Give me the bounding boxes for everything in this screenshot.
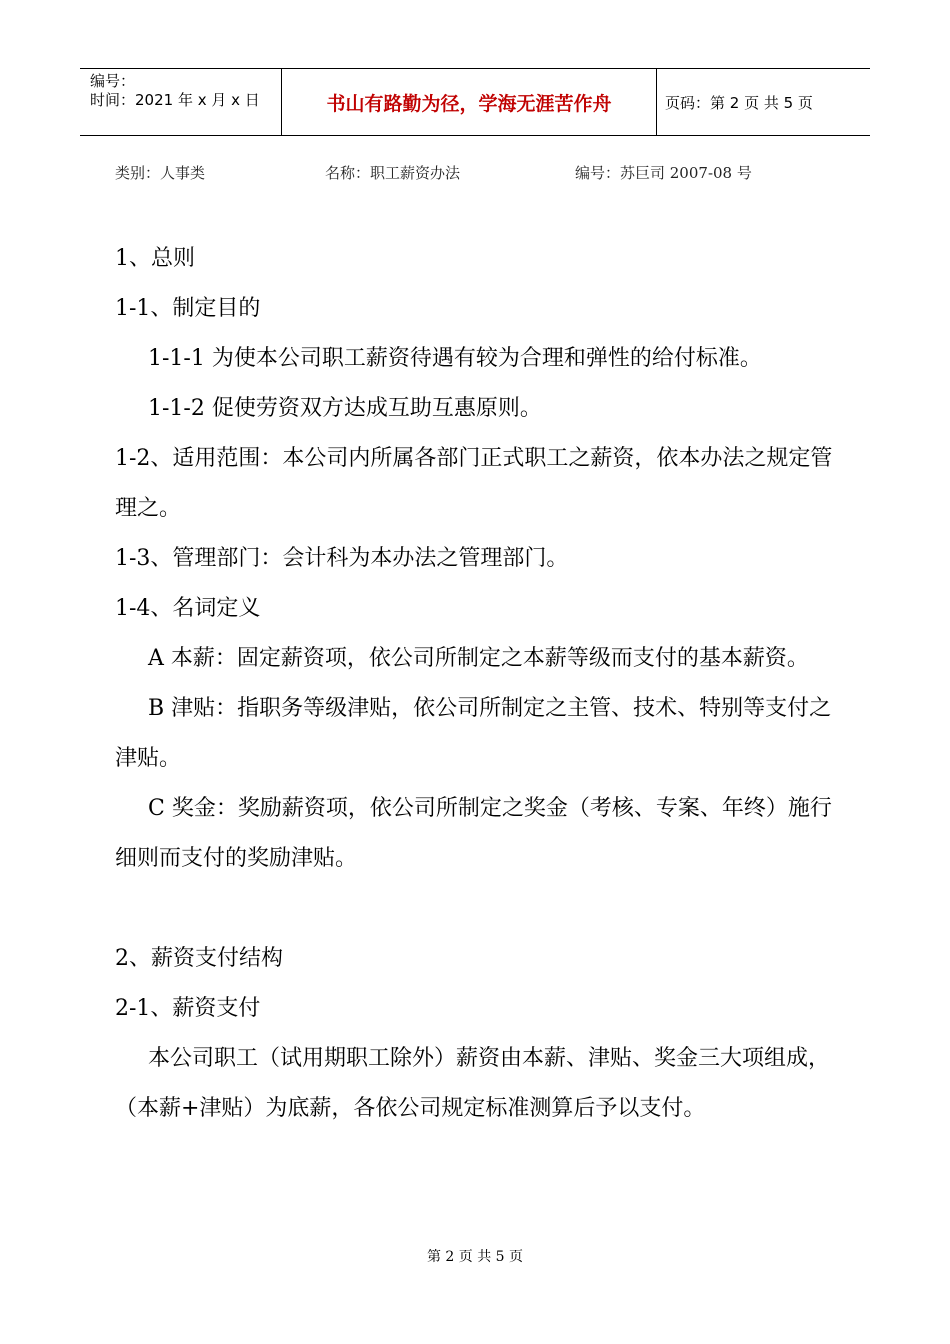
header-page-info: 页码：第 2 页 共 5 页 xyxy=(665,94,813,112)
paragraph: 1-2、适用范围：本公司内所属各部门正式职工之薪资，依本办法之规定管理之。 xyxy=(115,446,833,521)
paragraph: 本公司职工（试用期职工除外）薪资由本薪、津贴、奖金三大项组成，（本薪+津贴）为底薪，各依公司规定标准测算后予以支付。 xyxy=(115,1046,831,1121)
document-body xyxy=(115,234,840,1134)
meta-document-number: 编号：苏巨司 2007-08 号 xyxy=(575,164,752,182)
definition-paragraph: B 津贴：指职务等级津贴，依公司所制定之主管、技术、特别等支付之津贴。 xyxy=(115,696,832,771)
subsection-heading: 1-4、名词定义 xyxy=(115,596,261,621)
header-number-label: 编号： xyxy=(90,72,136,90)
paragraph: 1-1-1 为使本公司职工薪资待遇有较为合理和弹性的给付标准。 xyxy=(148,346,762,371)
header-motto: 书山有路勤为径，学海无涯苦作舟 xyxy=(326,92,612,115)
header-date: 时间：2021 年 x 月 x 日 xyxy=(90,91,260,109)
header-divider-right xyxy=(656,68,657,136)
page-footer: 第 2 页 共 5 页 xyxy=(426,1249,524,1265)
definition-paragraph: A 本薪：固定薪资项，依公司所制定之本薪等级而支付的基本薪资。 xyxy=(148,646,809,671)
meta-category: 类别：人事类 xyxy=(115,164,206,182)
subsection-heading: 1-1、制定目的 xyxy=(115,296,261,321)
paragraph: 1-1-2 促使劳资双方达成互助互惠原则。 xyxy=(148,396,542,421)
header-left-block xyxy=(90,72,260,110)
section-heading: 2、薪资支付结构 xyxy=(115,946,283,971)
subsection-heading: 2-1、薪资支付 xyxy=(115,996,261,1021)
section-heading: 1、总则 xyxy=(115,246,195,271)
paragraph: 1-3、管理部门：会计科为本办法之管理部门。 xyxy=(115,546,569,571)
paragraph-spacer xyxy=(115,884,840,934)
definition-paragraph: C 奖金：奖励薪资项，依公司所制定之奖金（考核、专案、年终）施行细则而支付的奖励津贴。 xyxy=(115,796,832,871)
meta-document-name: 名称：职工薪资办法 xyxy=(325,164,461,182)
